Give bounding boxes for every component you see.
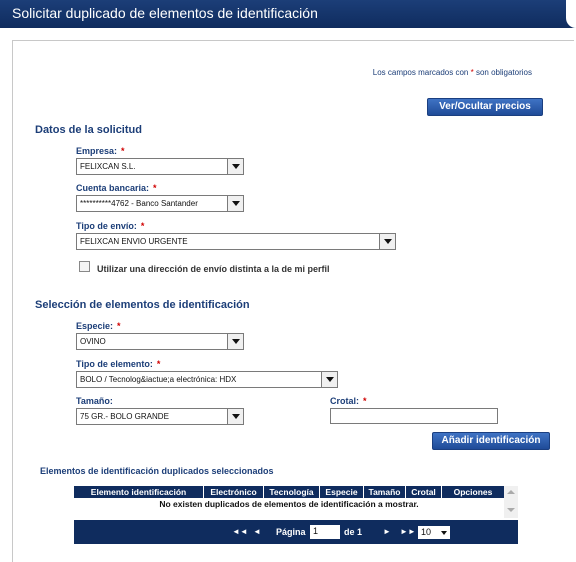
required-star: *	[470, 68, 474, 77]
tipo-elemento-select[interactable]	[76, 371, 338, 388]
cuenta-label: Cuenta bancaria: *	[76, 183, 157, 193]
empresa-label: Empresa: *	[76, 146, 125, 156]
envio-label: Tipo de envío: *	[76, 221, 145, 231]
especie-select-value: OVINO	[80, 337, 106, 346]
envio-select-value: FELIXCAN ENVIO URGENTE	[80, 237, 188, 246]
add-identification-button[interactable]: Añadir identificación	[432, 432, 550, 450]
window-title: Solicitar duplicado de elementos de identificación	[12, 5, 318, 21]
page-number-input[interactable]: 1	[310, 525, 340, 539]
column-header[interactable]: Tamaño	[364, 486, 406, 498]
page-label: Página	[276, 527, 306, 537]
column-header[interactable]: Opciones	[453, 487, 493, 497]
page-count-label: de 1	[344, 527, 363, 537]
chevron-down-icon[interactable]	[227, 196, 243, 211]
envio-select[interactable]	[76, 233, 396, 250]
tipo-elemento-select-value: BOLO / Tecnolog&iactue;a electrónica: HDX	[80, 375, 237, 384]
tamano-select[interactable]	[76, 408, 244, 425]
especie-label: Especie: *	[76, 321, 121, 331]
chevron-down-icon[interactable]	[379, 234, 395, 249]
last-page-icon[interactable]: ►►	[400, 527, 416, 536]
chevron-down-icon[interactable]	[227, 159, 243, 174]
empresa-select[interactable]	[76, 158, 244, 175]
chevron-down-icon[interactable]	[227, 334, 243, 349]
tamano-select-value: 75 GR.- BOLO GRANDE	[80, 412, 169, 421]
selection-section-title: Selección de elementos de identificación	[35, 299, 250, 311]
window-title-bar	[0, 0, 576, 28]
request-section-title: Datos de la solicitud	[35, 124, 142, 136]
column-header[interactable]: Elemento identificación	[74, 486, 204, 498]
especie-select[interactable]	[76, 333, 244, 350]
grid-pager	[74, 520, 518, 544]
chevron-down-icon[interactable]	[441, 531, 447, 535]
column-header[interactable]: Electrónico	[204, 486, 264, 498]
scroll-up-icon[interactable]	[507, 490, 515, 494]
alt-address-label: Utilizar una dirección de envío distinta a la de mi perfil	[97, 264, 330, 274]
column-header[interactable]: Tecnología	[264, 486, 320, 498]
grid-empty-message: No existen duplicados de elementos de identificación a mostrar.	[159, 499, 419, 509]
prev-page-icon[interactable]: ◄	[253, 527, 261, 536]
page-size-select[interactable]	[418, 526, 450, 539]
next-page-icon[interactable]: ►	[383, 527, 391, 536]
toggle-prices-button[interactable]: Ver/Ocultar precios	[427, 98, 543, 116]
grid-header	[74, 486, 504, 498]
crotal-label: Crotal: *	[330, 396, 367, 406]
scroll-down-icon[interactable]	[507, 508, 515, 512]
cuenta-select[interactable]	[76, 195, 244, 212]
grid-title: Elementos de identificación duplicados seleccionados	[40, 466, 274, 476]
alt-address-checkbox[interactable]	[79, 261, 90, 272]
empresa-select-value: FELIXCAN S.L.	[80, 162, 136, 171]
chevron-down-icon[interactable]	[227, 409, 243, 424]
chevron-down-icon[interactable]	[321, 372, 337, 387]
duplicates-grid	[74, 486, 518, 518]
first-page-icon[interactable]: ◄◄	[232, 527, 248, 536]
tamano-label: Tamaño:	[76, 396, 113, 406]
cuenta-select-value: **********4762 - Banco Santander	[80, 199, 198, 208]
crotal-input[interactable]	[330, 408, 498, 424]
tipo-elemento-label: Tipo de elemento: *	[76, 359, 161, 369]
column-header[interactable]: Crotal	[406, 486, 442, 498]
grid-scrollbar[interactable]	[504, 486, 518, 518]
required-fields-note: Los campos marcados con * son obligatorios	[372, 68, 532, 77]
column-header[interactable]: Especie	[320, 486, 364, 498]
page-size-value: 10	[421, 527, 432, 537]
